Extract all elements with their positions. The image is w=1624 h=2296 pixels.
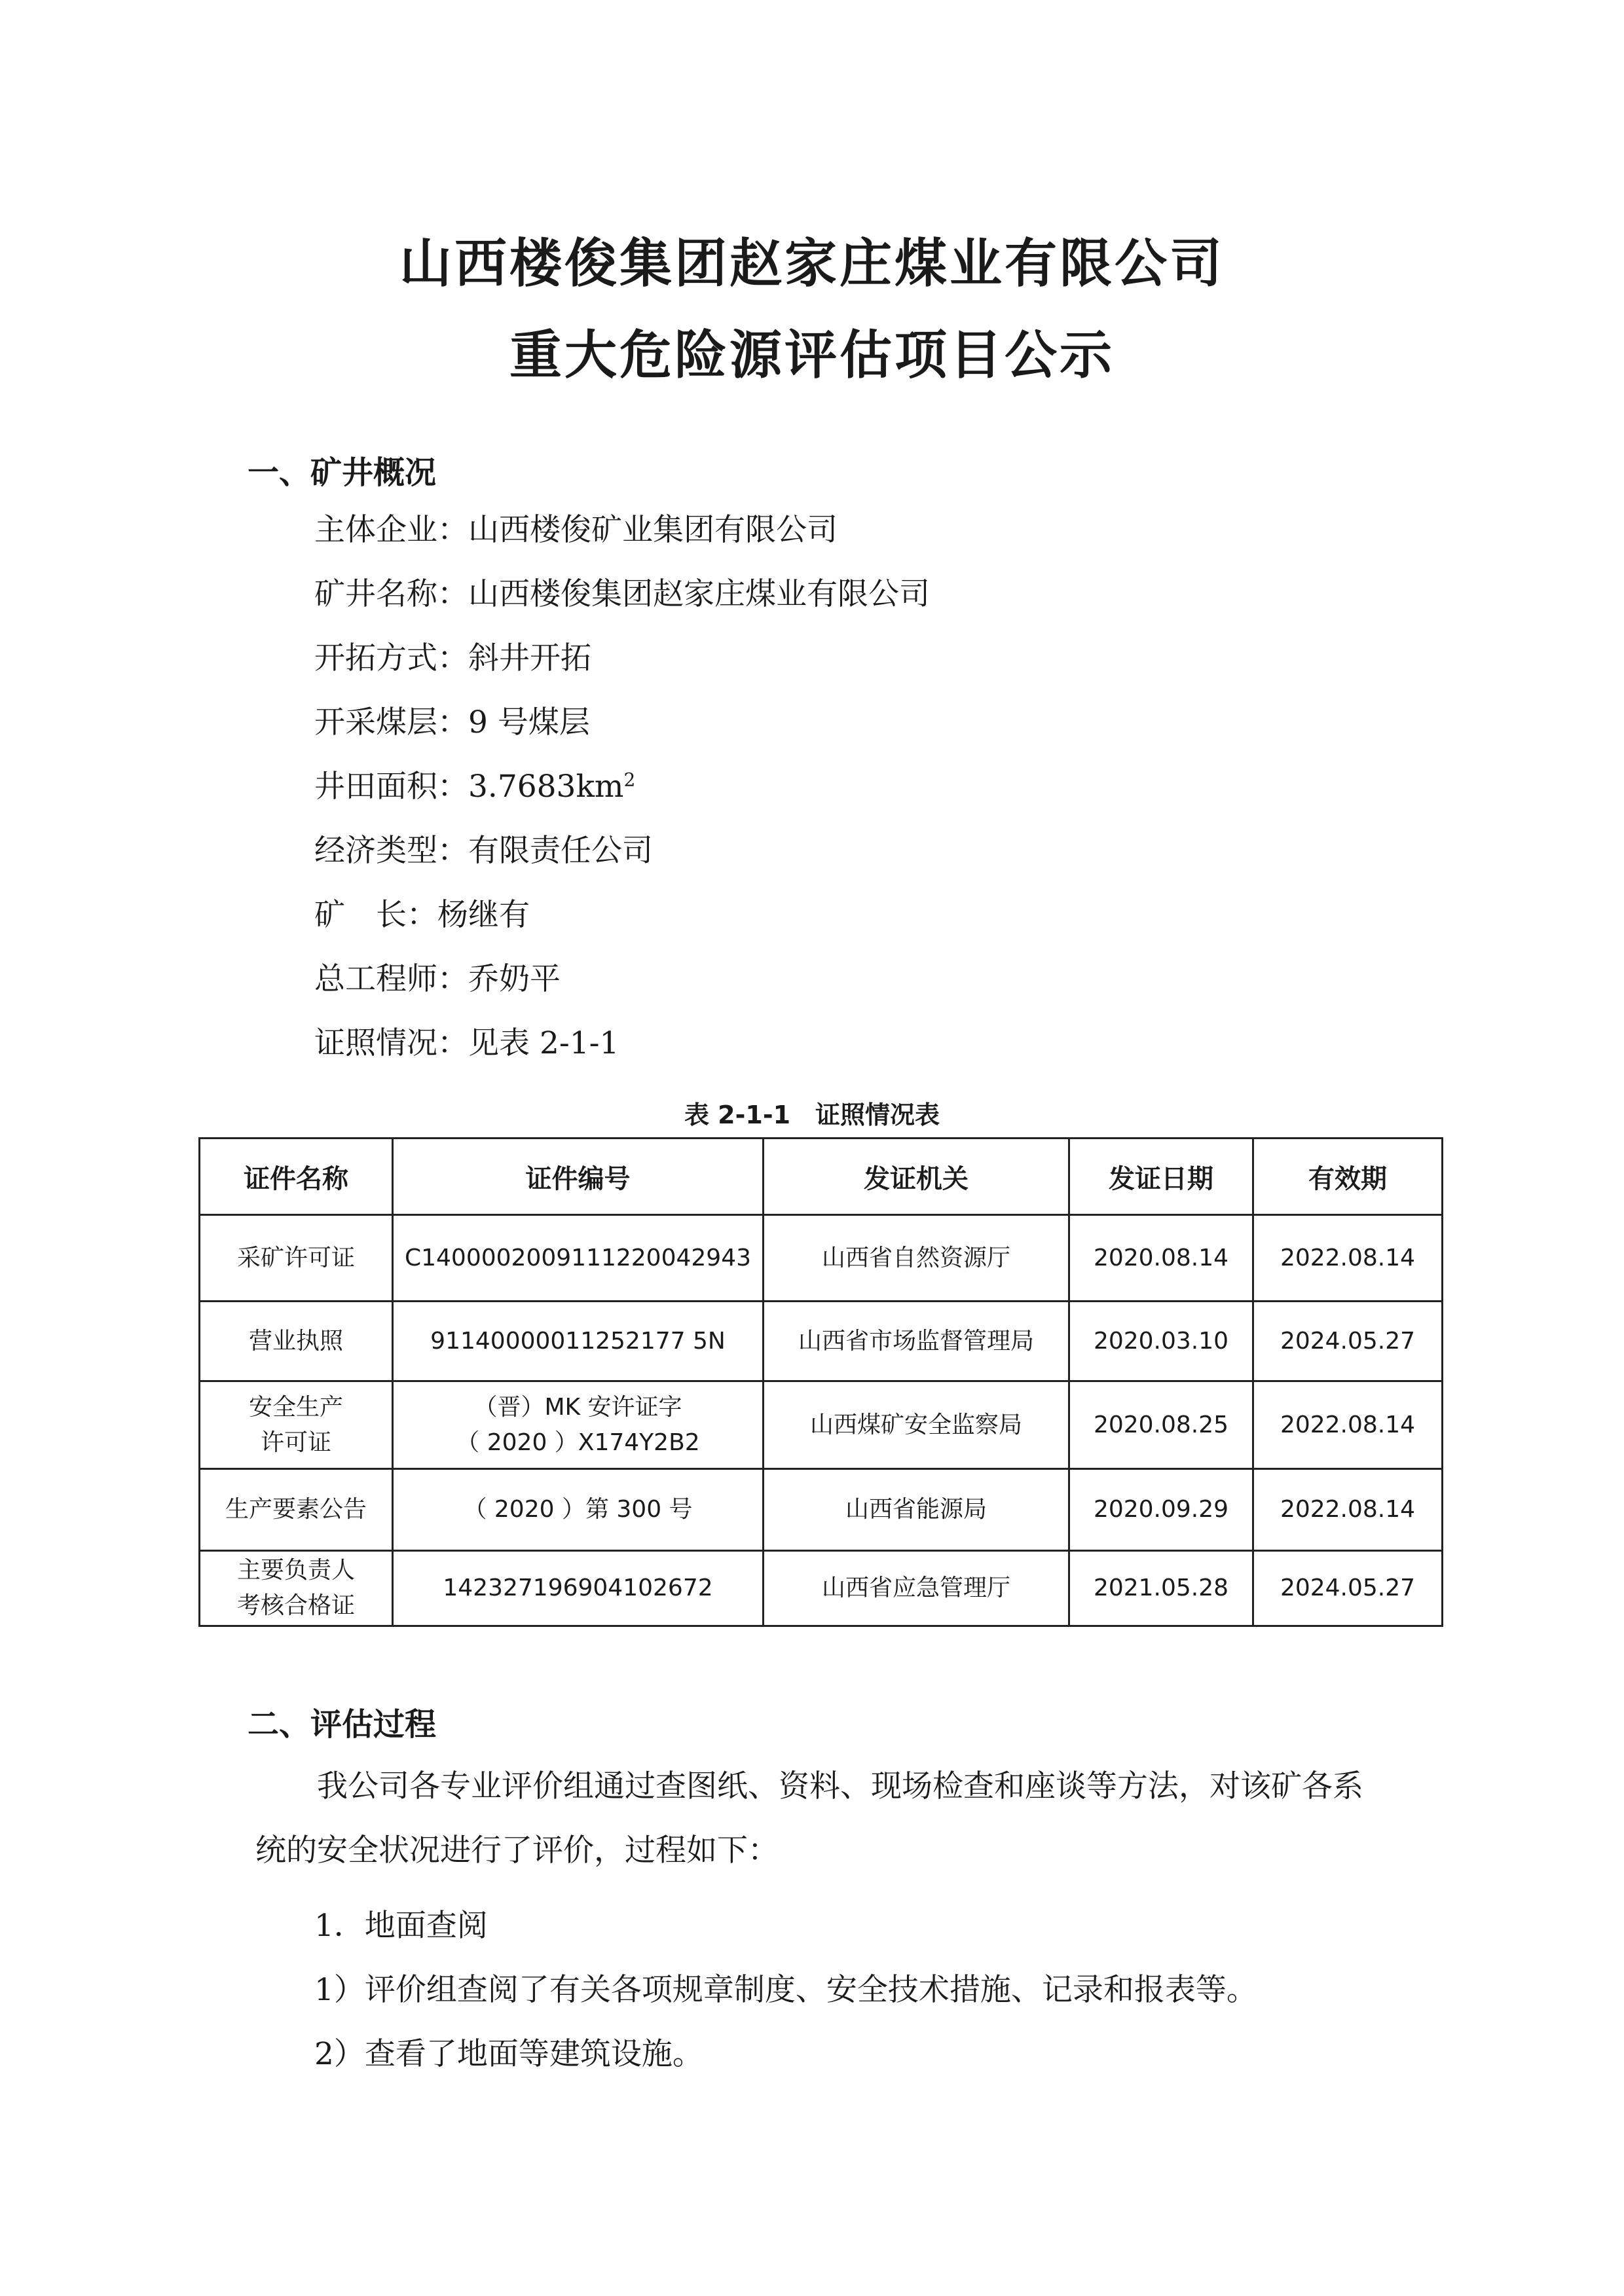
certificates-table — [198, 1137, 1443, 1627]
cell-line: 采矿许可证 — [236, 1244, 355, 1271]
cell-valid-until: 2024.05.27 — [1253, 1302, 1443, 1381]
evaluation-intro-paragraph: 我公司各专业评价组通过查图纸、资料、现场检查和座谈等方法，对该矿各系统的安全状况进行了评价，过程如下： — [255, 1768, 1363, 1868]
table-row — [200, 1469, 1443, 1551]
cell-issuer: 山西省能源局 — [764, 1469, 1069, 1551]
info-row-certificates — [314, 1024, 930, 1088]
cell-line: 安全生产 — [248, 1393, 343, 1421]
cell-cert-number — [393, 1215, 764, 1302]
cell-line: 142327196904102672 — [443, 1575, 713, 1601]
info-value: 乔奶平 — [468, 961, 561, 997]
area-value: 3.7683km — [468, 769, 624, 805]
column-header-cert-number: 证件编号 — [393, 1139, 764, 1215]
info-label: 开拓方式： — [314, 640, 468, 676]
process-step-heading: 1．地面查阅 — [314, 1908, 488, 1944]
info-row-main-enterprise — [314, 511, 930, 575]
cell-issuer: 山西省应急管理厅 — [764, 1551, 1069, 1626]
cell-line: （ 2020 ）X174Y2B2 — [456, 1429, 700, 1456]
column-header-issuer: 发证机关 — [764, 1139, 1069, 1215]
document-title-line-1: 山西楼俊集团赵家庄煤业有限公司 — [399, 233, 1225, 294]
info-label: 总工程师： — [314, 961, 468, 997]
cell-cert-number — [393, 1469, 764, 1551]
process-step-item: 2）查看了地面等建筑设施。 — [314, 2036, 703, 2072]
cell-valid-until: 2022.08.14 — [1253, 1215, 1443, 1302]
info-value: 9 号煤层 — [468, 704, 590, 740]
info-label-part-b: 长： — [376, 897, 437, 933]
cell-valid-until: 2024.05.27 — [1253, 1551, 1443, 1626]
cell-issue-date: 2020.08.25 — [1069, 1381, 1253, 1469]
document-title-line-2: 重大危险源评估项目公示 — [509, 325, 1115, 386]
cell-issuer: 山西煤矿安全监察局 — [764, 1381, 1069, 1469]
table-row — [200, 1215, 1443, 1302]
info-label: 井田面积： — [314, 769, 468, 805]
column-header-issue-date: 发证日期 — [1069, 1139, 1253, 1215]
cell-line: （ 2020 ）第 300 号 — [463, 1496, 693, 1523]
cell-line: C1400002009111220042943 — [404, 1244, 752, 1271]
cell-cert-name — [200, 1215, 393, 1302]
cell-cert-number — [393, 1381, 764, 1469]
cell-valid-until: 2022.08.14 — [1253, 1469, 1443, 1551]
cell-line: 主要负责人 — [236, 1557, 355, 1584]
table-row — [200, 1302, 1443, 1381]
cell-issuer: 山西省市场监督管理局 — [764, 1302, 1069, 1381]
info-value: 杨继有 — [437, 897, 530, 933]
info-label: 矿井名称： — [314, 576, 468, 612]
info-label-part-a: 矿 — [314, 897, 345, 933]
info-value: 斜井开拓 — [468, 640, 591, 676]
info-row-economic-type — [314, 831, 930, 896]
info-label: 经济类型： — [314, 833, 468, 869]
section-heading-mine-overview: 一、矿井概况 — [248, 454, 437, 491]
info-row-coal-seam — [314, 703, 930, 767]
cell-cert-name — [200, 1469, 393, 1551]
mine-info-list — [314, 511, 930, 1088]
area-unit-superscript: 2 — [623, 769, 636, 791]
cell-line: 生产要素公告 — [225, 1496, 367, 1523]
info-value: 山西楼俊矿业集团有限公司 — [468, 512, 838, 548]
info-label: 主体企业： — [314, 512, 468, 548]
cell-cert-name — [200, 1302, 393, 1381]
cell-cert-number — [393, 1302, 764, 1381]
cell-issue-date: 2020.03.10 — [1069, 1302, 1253, 1381]
info-label: 证照情况： — [314, 1025, 468, 1061]
cell-issue-date: 2021.05.28 — [1069, 1551, 1253, 1626]
cell-issue-date: 2020.09.29 — [1069, 1469, 1253, 1551]
info-label — [314, 896, 437, 935]
info-row-development-method — [314, 639, 930, 703]
cell-line: （晋）MK 安许证字 — [473, 1393, 682, 1421]
info-row-mine-director — [314, 896, 930, 960]
table-caption: 表 2-1-1 证照情况表 — [684, 1101, 940, 1129]
section-heading-evaluation-process: 二、评估过程 — [248, 1706, 437, 1743]
info-label: 开采煤层： — [314, 704, 468, 740]
info-value: 见表 2-1-1 — [468, 1025, 619, 1061]
info-value: 山西楼俊集团赵家庄煤业有限公司 — [468, 576, 930, 612]
info-row-field-area — [314, 767, 930, 831]
cell-cert-number — [393, 1551, 764, 1626]
table-header-row — [200, 1139, 1443, 1215]
cell-cert-name — [200, 1551, 393, 1626]
process-step-item: 1）评价组查阅了有关各项规章制度、安全技术措施、记录和报表等。 — [314, 1972, 1257, 2008]
cell-issuer: 山西省自然资源厅 — [764, 1215, 1069, 1302]
cell-line: 91140000011252177 5N — [430, 1327, 726, 1355]
cell-valid-until: 2022.08.14 — [1253, 1381, 1443, 1469]
cell-line: 营业执照 — [248, 1327, 343, 1355]
info-row-chief-engineer — [314, 960, 930, 1024]
cell-cert-name — [200, 1381, 393, 1469]
cell-line: 许可证 — [260, 1429, 331, 1456]
info-value — [468, 767, 635, 807]
info-row-mine-name — [314, 575, 930, 639]
table-row — [200, 1381, 1443, 1469]
cell-line: 考核合格证 — [236, 1592, 355, 1619]
column-header-valid-until: 有效期 — [1253, 1139, 1443, 1215]
column-header-cert-name: 证件名称 — [200, 1139, 393, 1215]
info-value: 有限责任公司 — [468, 833, 653, 869]
table-row — [200, 1551, 1443, 1626]
cell-issue-date: 2020.08.14 — [1069, 1215, 1253, 1302]
